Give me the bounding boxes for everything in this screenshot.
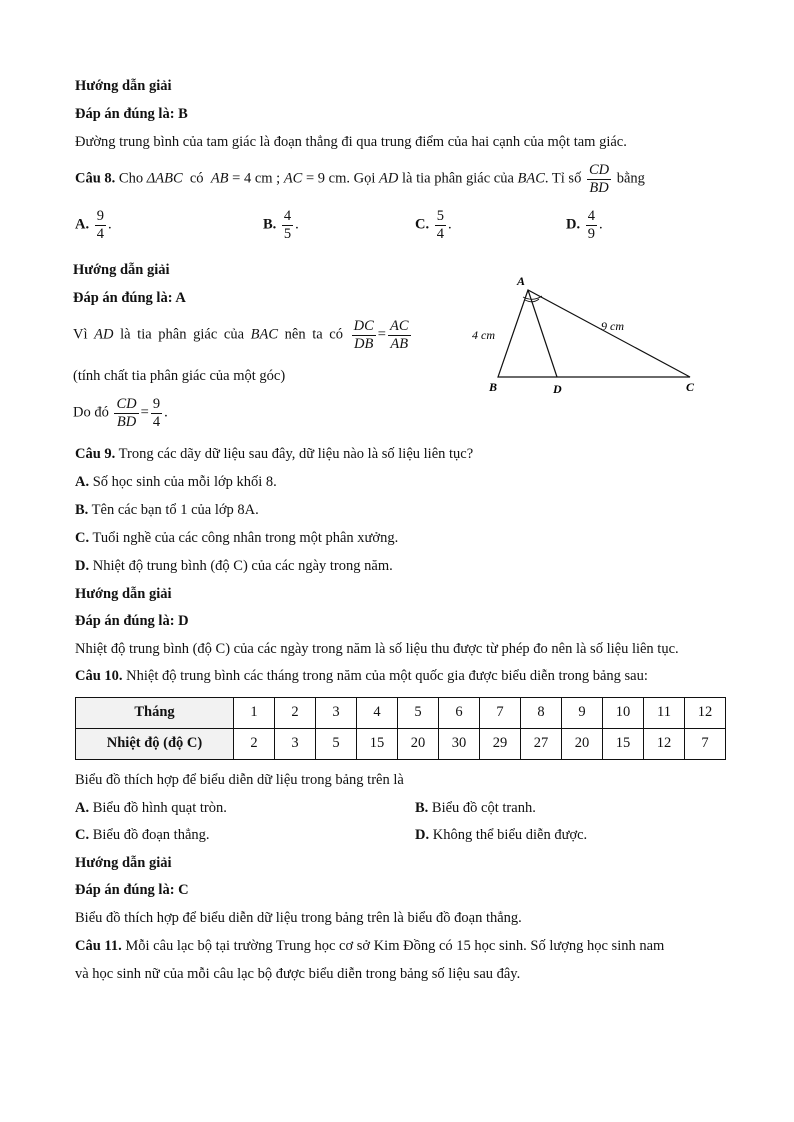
vertex-a-label: A (517, 274, 526, 288)
option-c[interactable]: C. Tuổi nghề của các công nhân trong một phân xưởng. (75, 530, 399, 546)
option-a[interactable]: A. Biểu đồ hình quạt tròn. (75, 800, 227, 816)
table-row (76, 729, 726, 760)
point-d-label: D (553, 382, 562, 396)
option-d[interactable]: D. Không thể biểu diễn được. (415, 827, 588, 843)
explanation-text: Đường trung bình của tam giác là đoạn thẳng đi qua trung điểm của hai cạnh của một tam giác. (75, 134, 627, 150)
ratio-fraction: $\frac{CD}{BD}$ (588, 162, 610, 196)
temperature-table (75, 697, 726, 760)
option-b[interactable]: B. $\frac{4}{5}$ . (263, 208, 299, 242)
table-cell: 9 (562, 698, 603, 729)
guide-heading: Hướng dẫn giải (73, 262, 170, 278)
vertex-c-label: C (686, 380, 695, 394)
guide-heading: Hướng dẫn giải (75, 855, 172, 871)
explanation-text: Biểu đồ thích hợp để biểu diễn dữ liệu trong bảng trên là biểu đồ đoạn thẳng. (75, 910, 522, 926)
table-cell: 10 (603, 698, 644, 729)
table-row (76, 698, 726, 729)
guide-heading: Hướng dẫn giải (75, 78, 172, 94)
table-cell: 2 (275, 698, 316, 729)
question-8-stem: Câu 8. Cho ΔABC có AB = 4 cm ; AC = 9 cm. Gọi AD là tia phân giác của BAC. Tỉ số $\frac{CD}{BD}$ bằng (75, 162, 645, 196)
triangle-figure (470, 272, 710, 402)
triangle-abc (498, 290, 690, 377)
option-b[interactable]: B. Tên các bạn tổ 1 của lớp 8A. (75, 502, 259, 518)
question-label: Câu 11. (75, 938, 122, 954)
table-cell: 5 (316, 729, 357, 760)
table-cell: 4 (357, 698, 398, 729)
answer-line: Đáp án đúng là: A (73, 290, 186, 306)
side-ab-length: 4 cm (472, 328, 495, 342)
answer-line: Đáp án đúng là: C (75, 882, 189, 898)
table-cell: 3 (316, 698, 357, 729)
vertex-b-label: B (489, 380, 498, 394)
question-prompt: Biểu đồ thích hợp để biểu diễn dữ liệu trong bảng trên là (75, 772, 404, 788)
question-11-stem-continued: và học sinh nữ của mỗi câu lạc bộ được biểu diễn trong bảng số liệu sau đây. (75, 966, 521, 982)
explanation-text: Vì AD là tia phân giác của BAC nên ta có $\frac{DC}{DB}$ = $\frac{AC}{AB}$ (73, 318, 409, 352)
table-cell: 15 (357, 729, 398, 760)
table-cell: 1 (234, 698, 275, 729)
table-cell: 8 (521, 698, 562, 729)
side-ac-length: 9 cm (601, 319, 624, 333)
option-a[interactable]: A. $\frac{9}{4}$ . (75, 208, 112, 242)
question-label: Câu 8. (75, 170, 116, 187)
table-cell: 3 (275, 729, 316, 760)
option-a[interactable]: A. Số học sinh của mỗi lớp khối 8. (75, 474, 277, 490)
table-cell: 12 (685, 698, 726, 729)
table-cell: 27 (521, 729, 562, 760)
question-9-stem: Câu 9. Trong các dãy dữ liệu sau đây, dữ liệu nào là số liệu liên tục? (75, 446, 474, 462)
explanation-text: Nhiệt độ trung bình (độ C) của các ngày trong năm là số liệu thu được từ phép đo nên là số liệu liên tục. (75, 641, 679, 657)
table-header-cell: Tháng (76, 698, 234, 729)
guide-heading: Hướng dẫn giải (75, 586, 172, 602)
option-d[interactable]: D. Nhiệt độ trung bình (độ C) của các ngày trong năm. (75, 558, 393, 574)
table-cell: 5 (398, 698, 439, 729)
table-cell: 6 (439, 698, 480, 729)
table-cell: 29 (480, 729, 521, 760)
answer-line: Đáp án đúng là: B (75, 106, 188, 122)
option-d[interactable]: D. $\frac{4}{9}$ . (566, 208, 603, 242)
table-cell: 30 (439, 729, 480, 760)
question-11-stem: Câu 11. Mỗi câu lạc bộ tại trường Trung học cơ sở Kim Đồng có 15 học sinh. Số lượng học sinh nam (75, 938, 665, 954)
question-10-stem: Câu 10. Nhiệt độ trung bình các tháng trong năm của một quốc gia được biểu diễn trong bảng sau: (75, 668, 648, 684)
table-cell: 12 (644, 729, 685, 760)
question-label: Câu 10. (75, 668, 123, 684)
option-c[interactable]: C. $\frac{5}{4}$ . (415, 208, 452, 242)
table-cell: 7 (480, 698, 521, 729)
table-cell: 11 (644, 698, 685, 729)
table-cell: 15 (603, 729, 644, 760)
table-header-cell: Nhiệt độ (độ C) (76, 729, 234, 760)
option-c[interactable]: C. Biểu đồ đoạn thẳng. (75, 827, 210, 843)
option-b[interactable]: B. Biểu đồ cột tranh. (415, 800, 536, 816)
table-cell: 20 (398, 729, 439, 760)
conclusion-text: Do đó $\frac{CD}{BD}$ = $\frac{9}{4}$ . (73, 396, 168, 430)
table-cell: 7 (685, 729, 726, 760)
property-note: (tính chất tia phân giác của một góc) (73, 368, 286, 384)
question-label: Câu 9. (75, 446, 116, 462)
table-cell: 20 (562, 729, 603, 760)
answer-line: Đáp án đúng là: D (75, 613, 189, 629)
table-cell: 2 (234, 729, 275, 760)
